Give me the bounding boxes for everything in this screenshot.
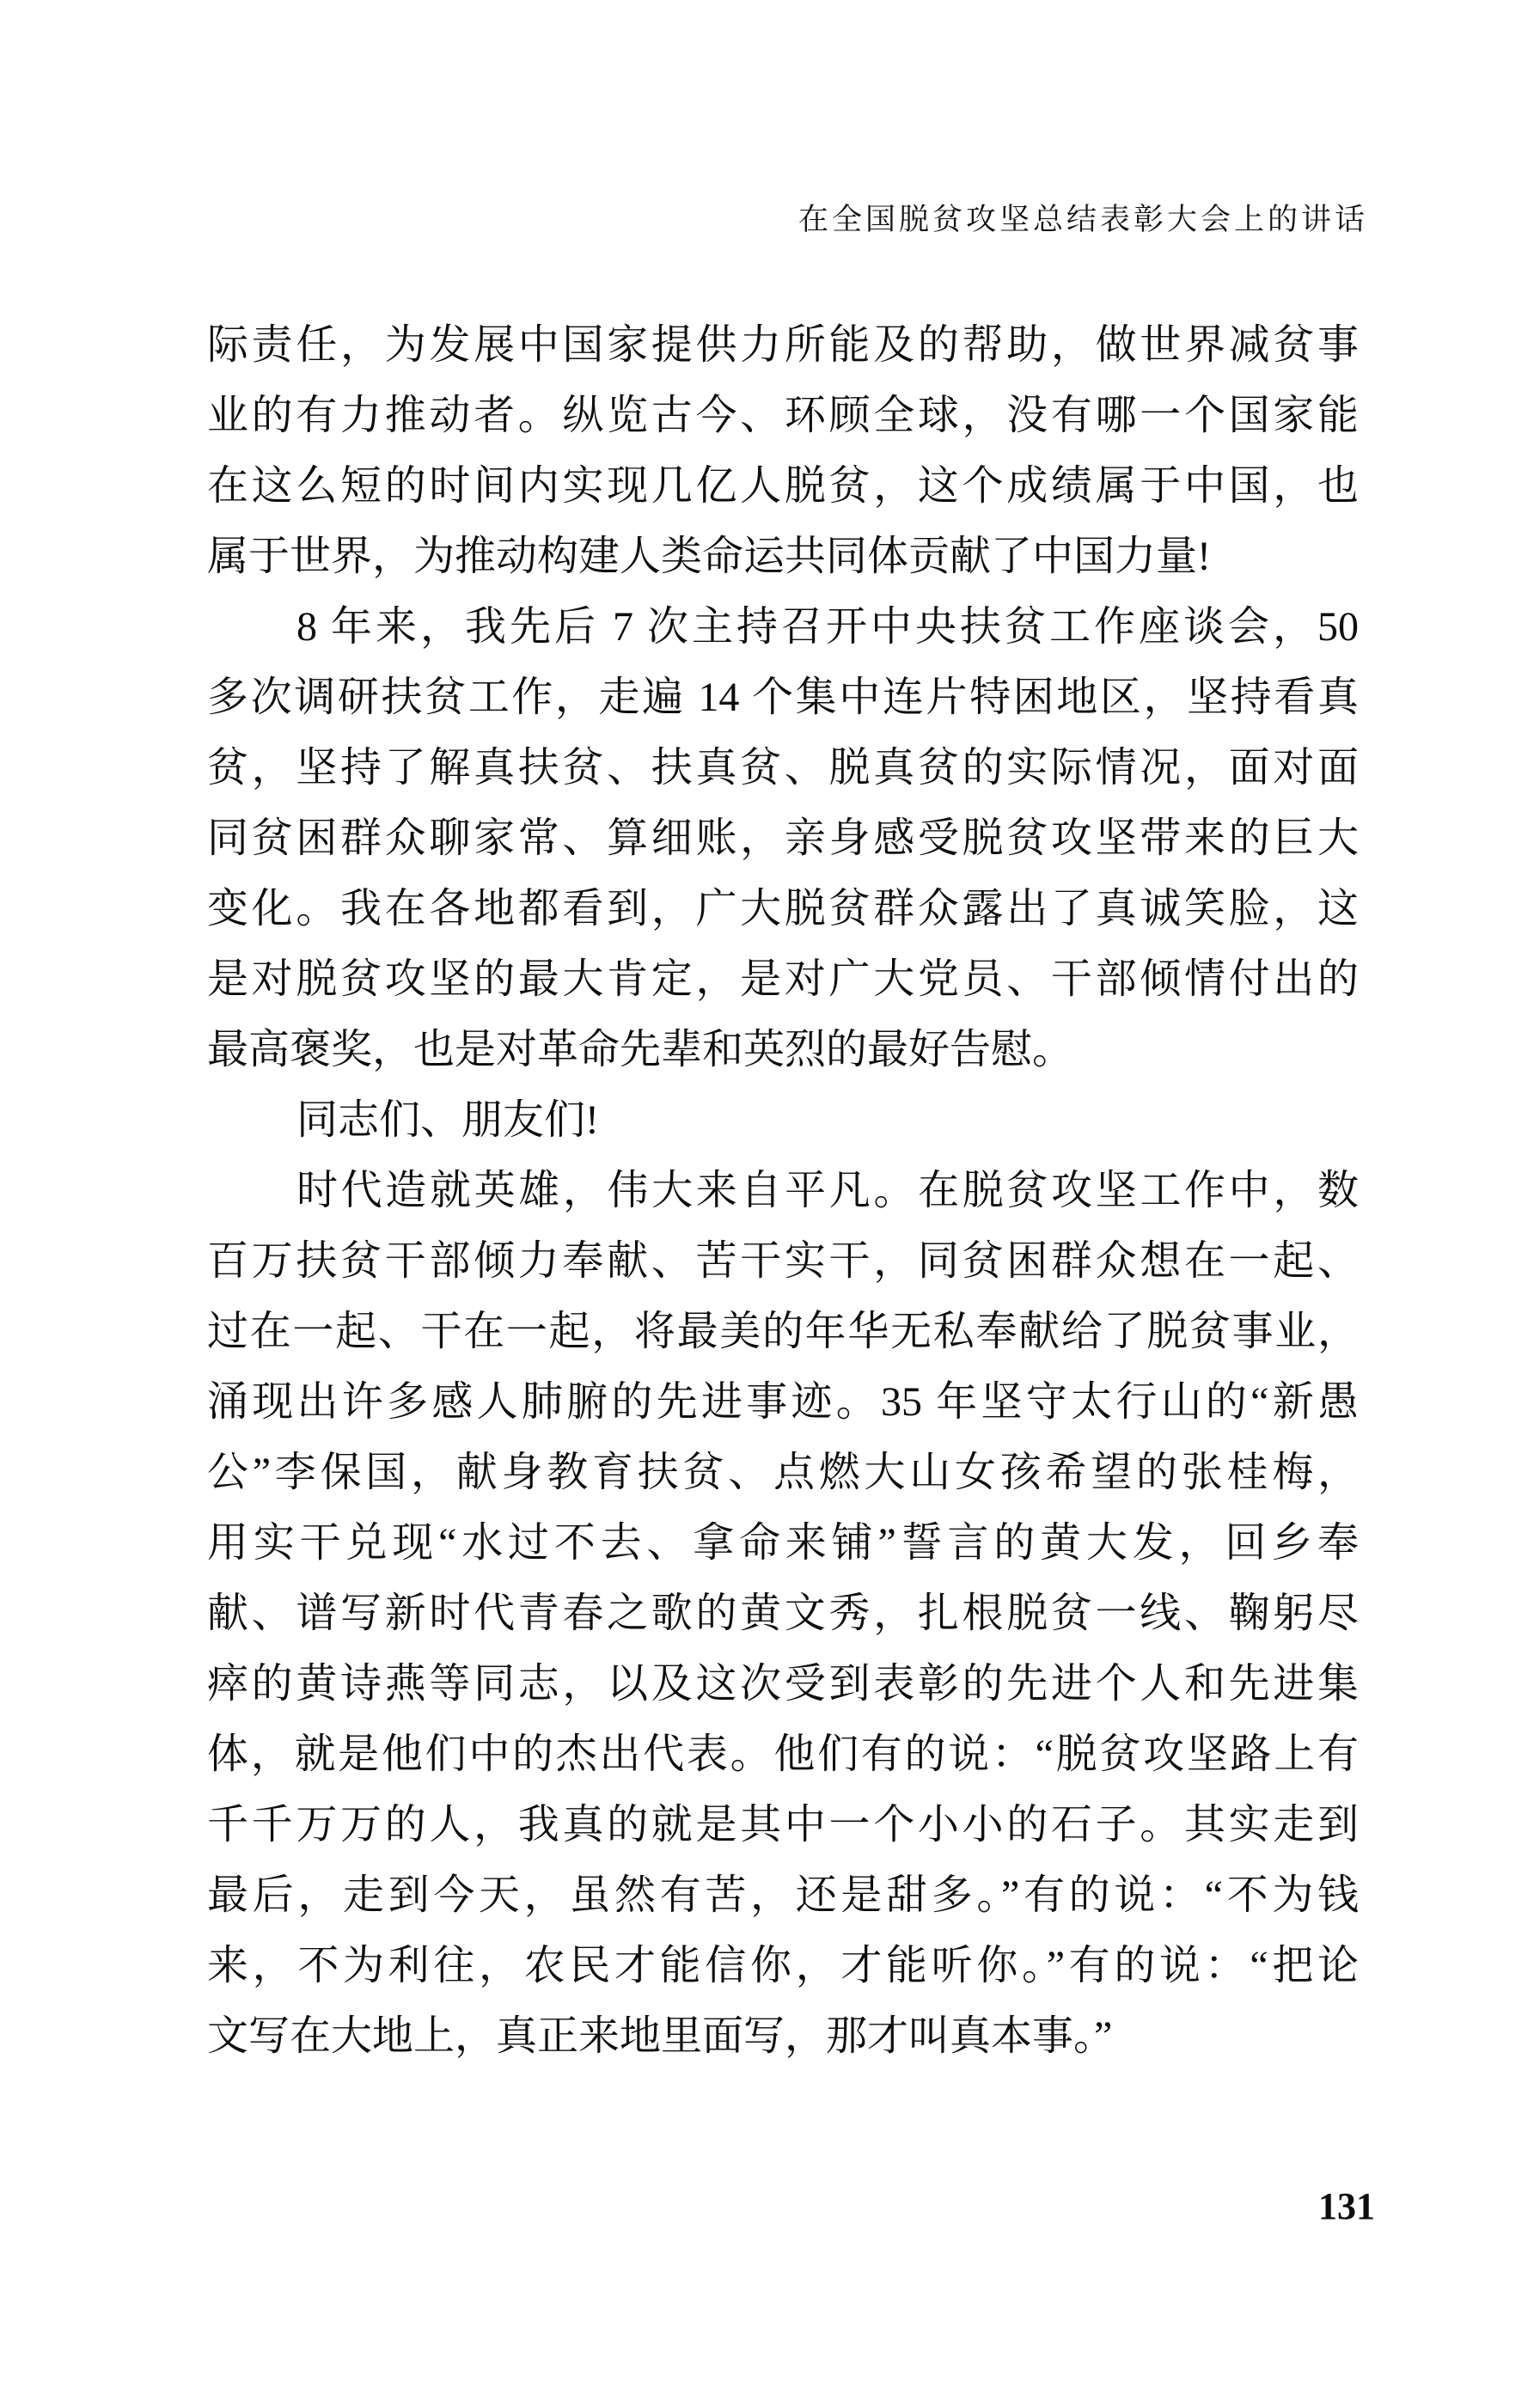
text-line: 千千万万的人，我真的就是其中一个小小的石子。其实走到	[207, 1802, 1359, 1848]
text-line: 8 年来，我先后 7 次主持召开中央扶贫工作座谈会，50	[296, 604, 1359, 650]
text-line: 在这么短的时间内实现几亿人脱贫，这个成绩属于中国，也	[207, 463, 1359, 509]
text-line: 用实干兑现“水过不去、拿命来铺”誓言的黄大发，回乡奉	[207, 1520, 1359, 1566]
text-line: 体，就是他们中的杰出代表。他们有的说：“脱贫攻坚路上有	[207, 1732, 1359, 1777]
running-header: 在全国脱贫攻坚总结表彰大会上的讲话	[798, 203, 1368, 236]
text-line: 是对脱贫攻坚的最大肯定，是对广大党员、干部倾情付出的	[207, 956, 1359, 1002]
text-line: 变化。我在各地都看到，广大脱贫群众露出了真诚笑脸，这	[207, 886, 1359, 931]
text-line: 贫，坚持了解真扶贫、扶真贫、脱真贫的实际情况，面对面	[207, 745, 1359, 791]
text-line: 际责任，为发展中国家提供力所能及的帮助，做世界减贫事	[207, 322, 1359, 368]
text-line: 瘁的黄诗燕等同志，以及这次受到表彰的先进个人和先进集	[207, 1661, 1359, 1707]
text-line: 文写在大地上，真正来地里面写，那才叫真本事。”	[207, 2013, 1113, 2059]
text-line: 业的有力推动者。纵览古今、环顾全球，没有哪一个国家能	[207, 393, 1359, 438]
text-line: 最高褒奖，也是对革命先辈和英烈的最好告慰。	[207, 1027, 1074, 1072]
text-line: 涌现出许多感人肺腑的先进事迹。35 年坚守太行山的“新愚	[207, 1379, 1359, 1425]
text-line: 来，不为利往，农民才能信你，才能听你。”有的说：“把论	[207, 1943, 1359, 1988]
text-line: 过在一起、干在一起，将最美的年华无私奉献给了脱贫事业，	[207, 1309, 1359, 1354]
text-line: 属于世界，为推动构建人类命运共同体贡献了中国力量!	[207, 534, 1211, 579]
text-line: 同志们、朋友们!	[296, 1097, 599, 1143]
text-line: 最后，走到今天，虽然有苦，还是甜多。”有的说：“不为钱	[207, 1872, 1359, 1918]
text-line: 多次调研扶贫工作，走遍 14 个集中连片特困地区，坚持看真	[207, 675, 1359, 720]
text-line: 时代造就英雄，伟大来自平凡。在脱贫攻坚工作中，数	[296, 1168, 1359, 1213]
text-line: 同贫困群众聊家常、算细账，亲身感受脱贫攻坚带来的巨大	[207, 815, 1359, 861]
text-line: 百万扶贫干部倾力奉献、苦干实干，同贫困群众想在一起、	[207, 1238, 1359, 1284]
text-line: 献、谱写新时代青春之歌的黄文秀，扎根脱贫一线、鞠躬尽	[207, 1591, 1359, 1636]
text-line: 公”李保国，献身教育扶贫、点燃大山女孩希望的张桂梅，	[207, 1450, 1359, 1495]
page-number: 131	[1318, 2185, 1375, 2227]
body-text	[207, 310, 1359, 2072]
